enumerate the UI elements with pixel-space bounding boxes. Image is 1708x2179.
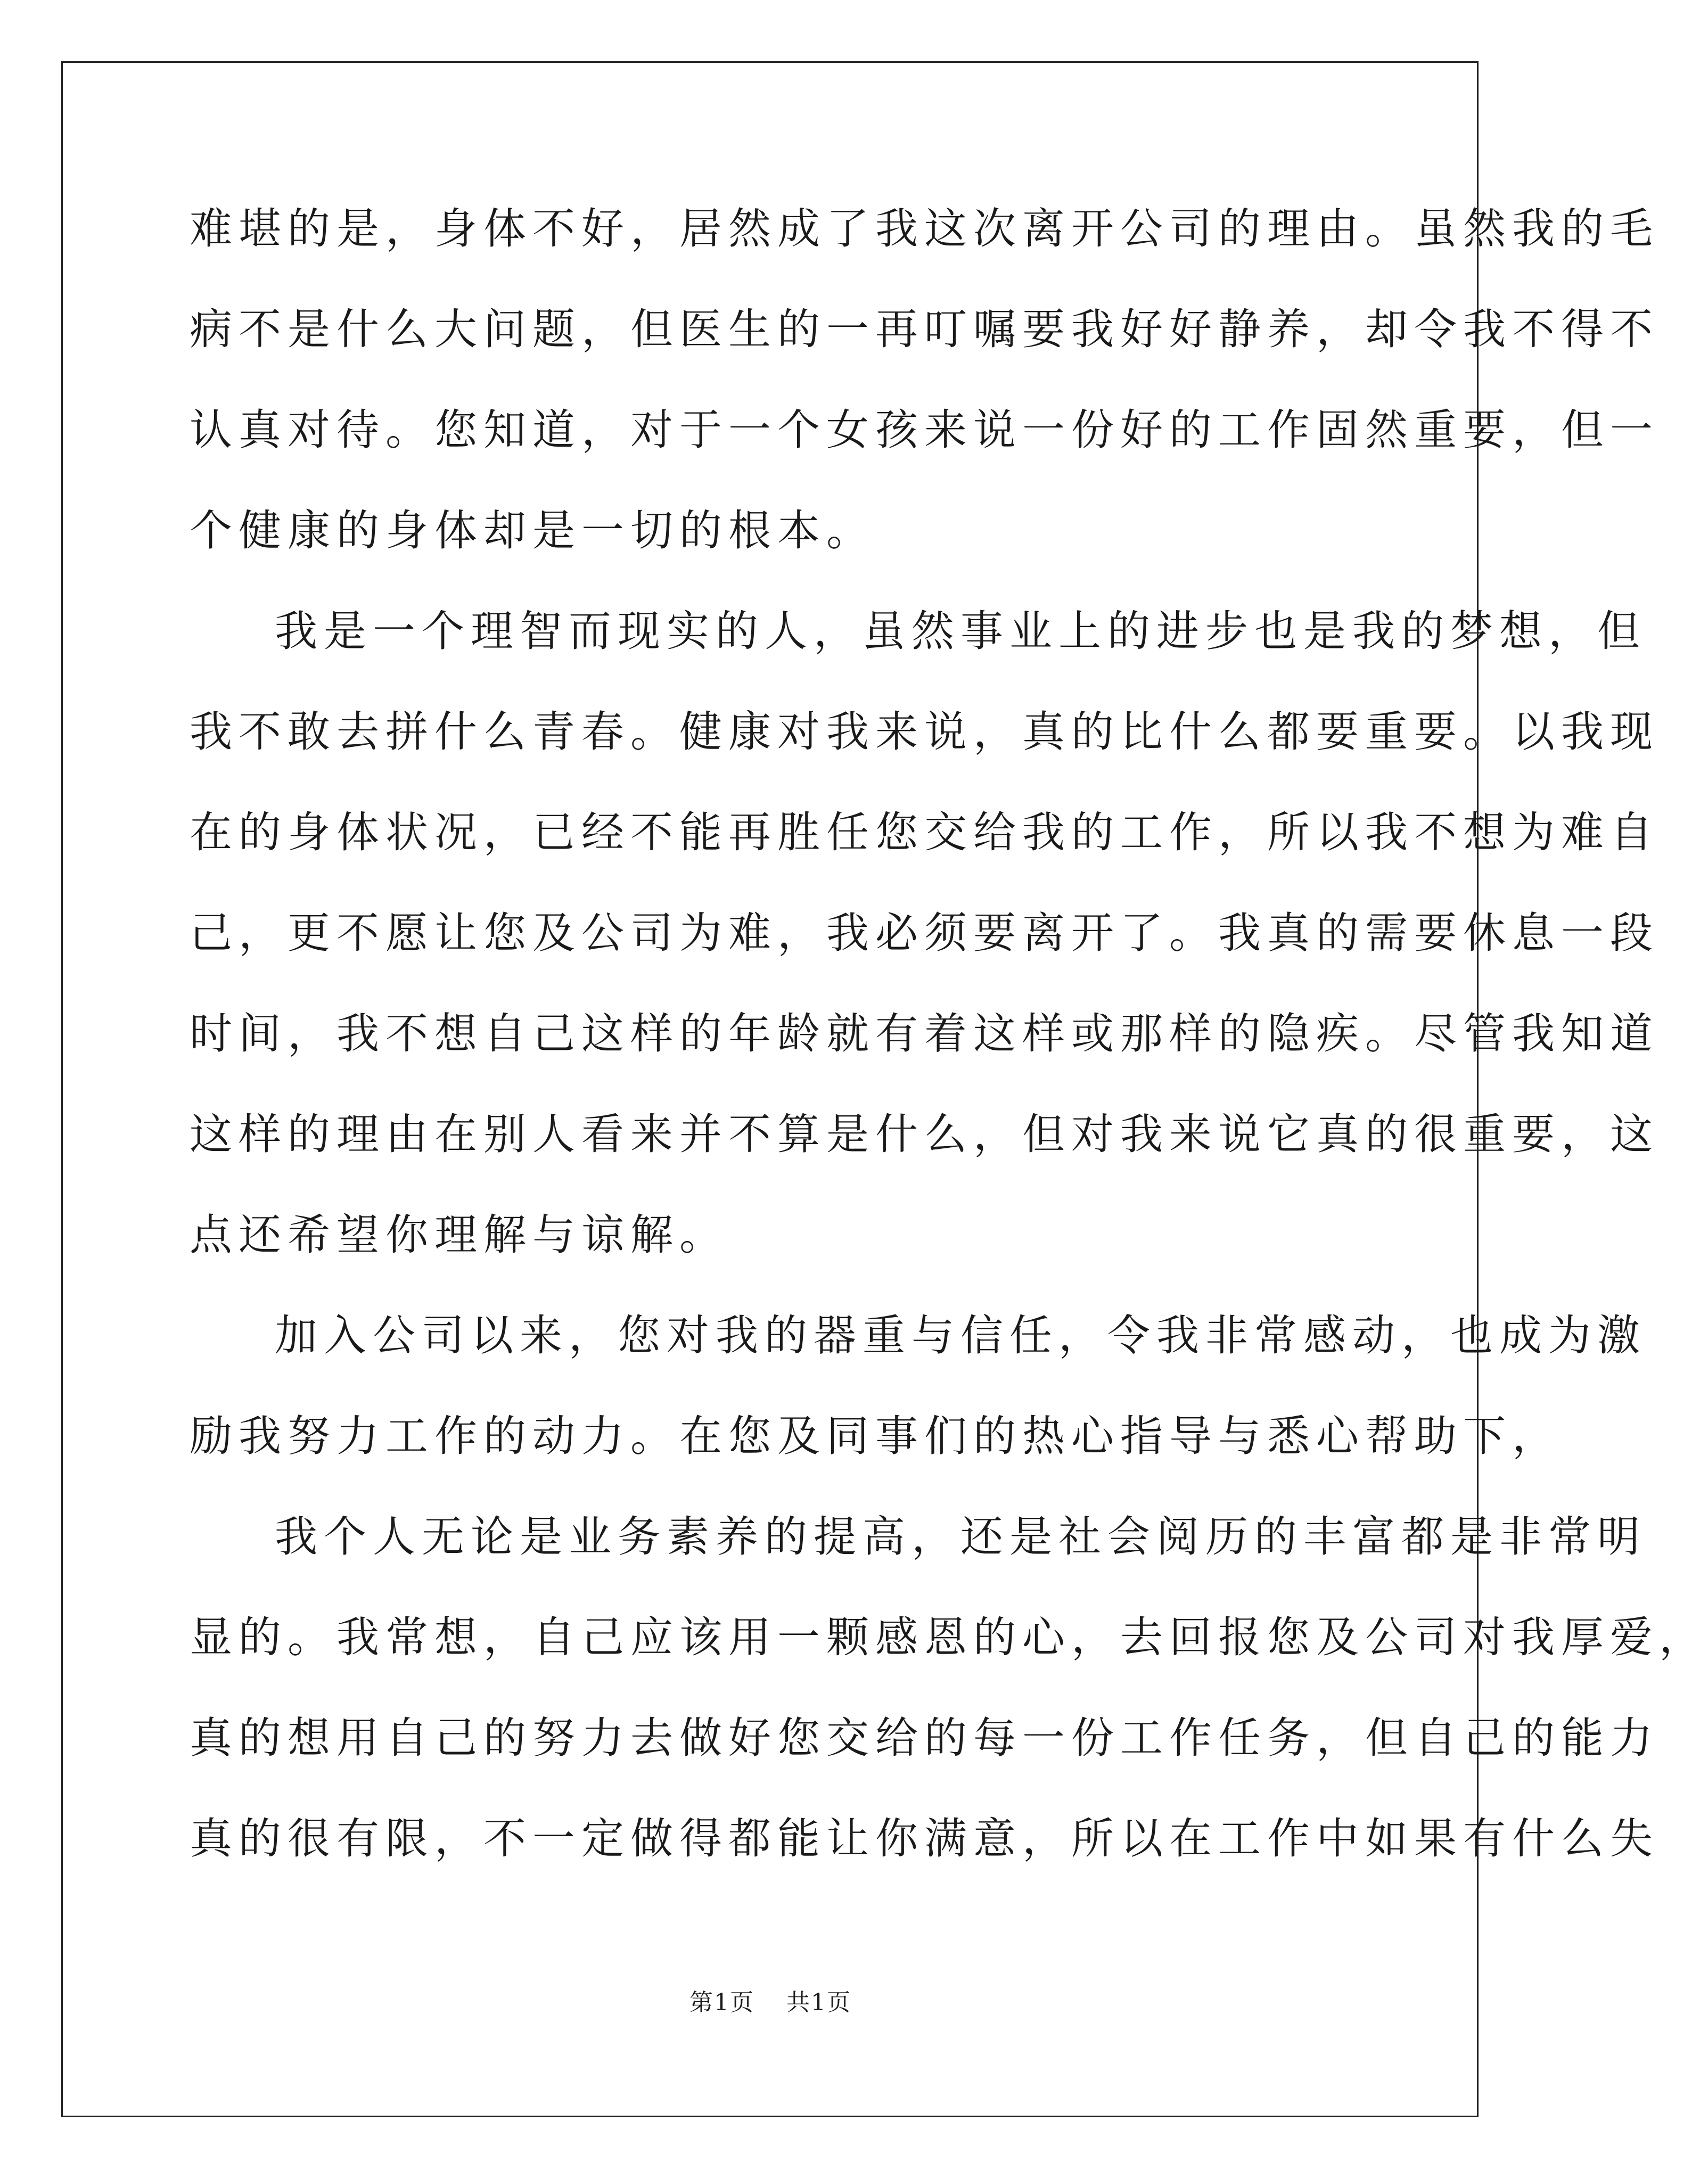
text-line: 我是一个理智而现实的人，虽然事业上的进步也是我的梦想，但 [275,606,1646,656]
text-line: 真的想用自己的努力去做好您交给的每一份工作任务，但自己的能力 [190,1713,1659,1763]
text-line: 在的身体状况，已经不能再胜任您交给我的工作，所以我不想为难自 [190,808,1659,857]
text-line: 个健康的身体却是一切的根本。 [190,506,875,555]
text-line: 我不敢去拼什么青春。健康对我来说，真的比什么都要重要。以我现 [190,707,1659,757]
text-line: 己，更不愿让您及公司为难，我必须要离开了。我真的需要休息一段 [190,908,1659,958]
text-line: 病不是什么大问题，但医生的一再叮嘱要我好好静养，却令我不得不 [190,305,1659,354]
text-line: 认真对待。您知道，对于一个女孩来说一份好的工作固然重要，但一 [190,405,1659,455]
text-line: 难堪的是，身体不好，居然成了我这次离开公司的理由。虽然我的毛 [190,204,1659,253]
text-line: 点还希望你理解与谅解。 [190,1210,728,1260]
page-footer [0,1983,1541,2017]
text-line: 加入公司以来，您对我的器重与信任，令我非常感动，也成为激 [275,1311,1646,1360]
text-line: 真的很有限，不一定做得都能让你满意，所以在工作中如果有什么失 [190,1814,1659,1863]
text-line: 我个人无论是业务素养的提高，还是社会阅历的丰富都是非常明 [275,1512,1646,1561]
text-line: 显的。我常想，自己应该用一颗感恩的心，去回报您及公司对我厚爱， [190,1613,1708,1662]
text-line: 时间，我不想自己这样的年龄就有着这样或那样的隐疾。尽管我知道 [190,1009,1659,1058]
page-total: 共1页 [786,1989,851,2016]
document-body [190,200,1708,1910]
page-number: 第1页 [689,1989,754,2016]
text-line: 这样的理由在别人看来并不算是什么，但对我来说它真的很重要，这 [190,1109,1659,1159]
text-line: 励我努力工作的动力。在您及同事们的热心指导与悉心帮助下， [190,1411,1561,1461]
